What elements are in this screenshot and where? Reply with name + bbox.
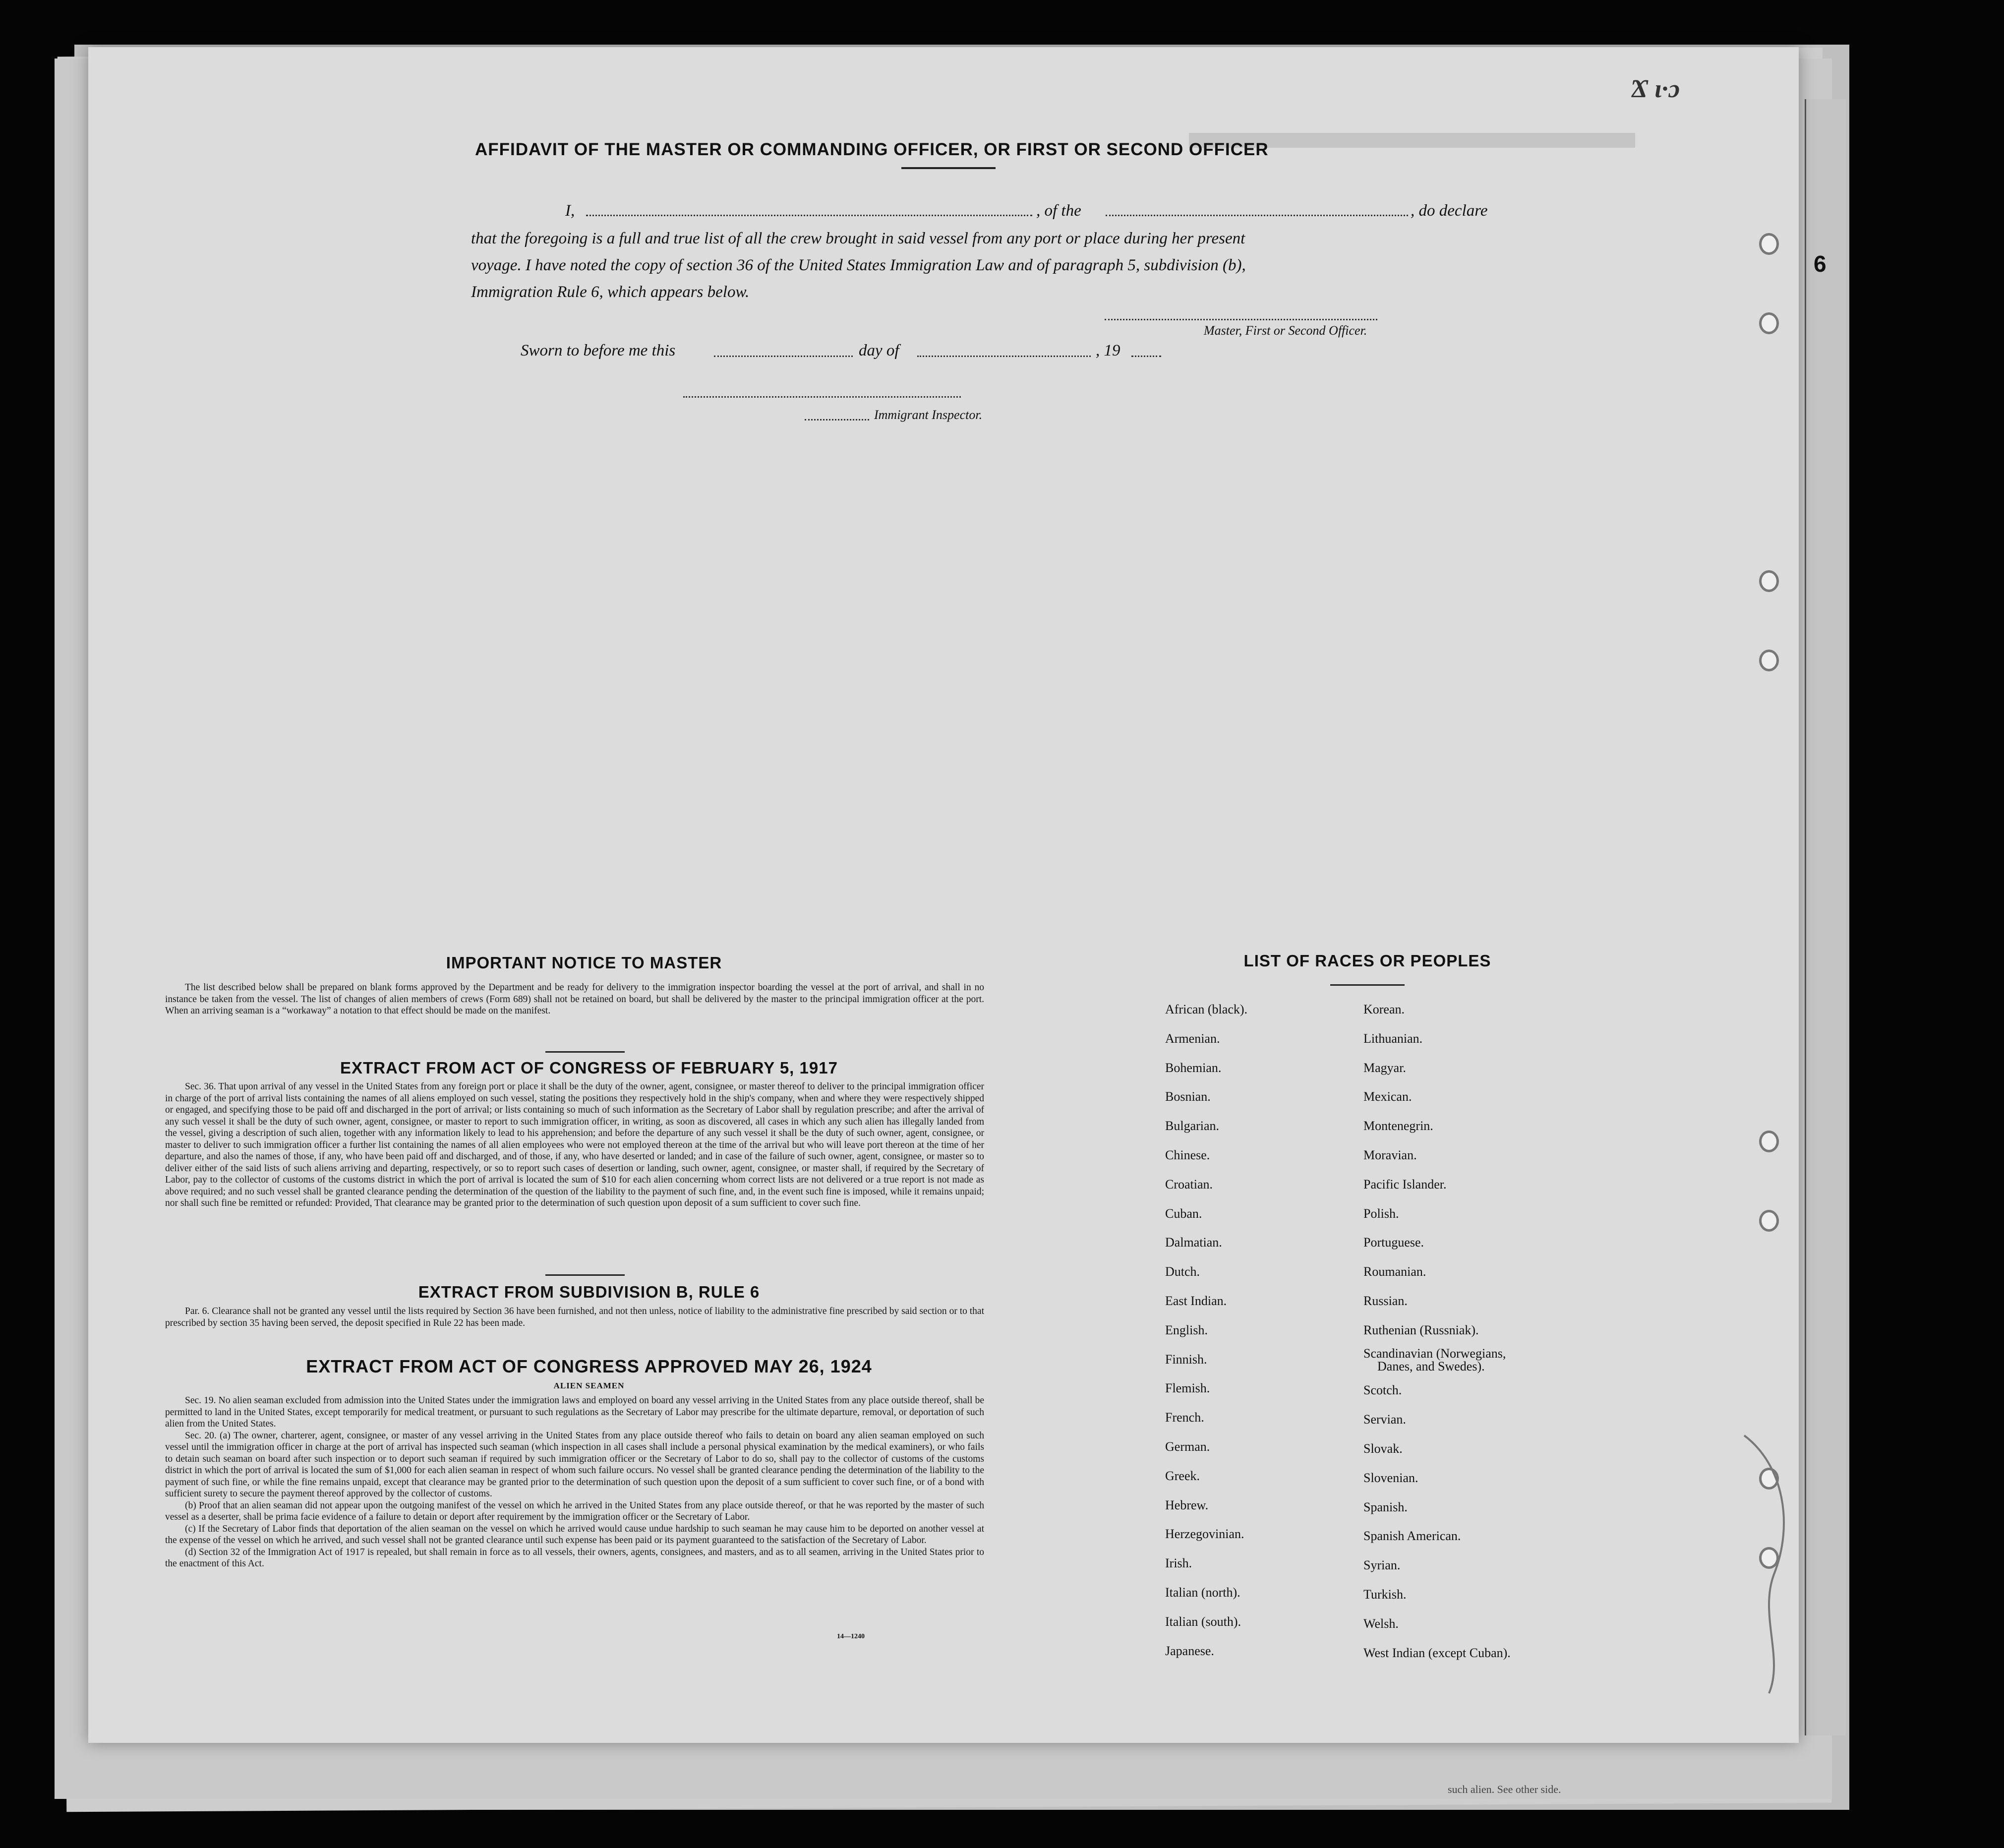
race-item: Scotch.: [1363, 1383, 1402, 1398]
sworn-month-blank: [917, 356, 1091, 357]
race-item: East Indian.: [1165, 1293, 1227, 1308]
race-item: Greek.: [1165, 1468, 1200, 1483]
race-item: Japanese.: [1165, 1643, 1214, 1658]
race-item: Bosnian.: [1165, 1089, 1211, 1104]
race-item: Irish.: [1165, 1556, 1192, 1571]
punch-hole: [1759, 1131, 1779, 1152]
race-item: Magyar.: [1363, 1060, 1406, 1075]
race-item: Roumanian.: [1363, 1264, 1426, 1279]
race-item: Italian (south).: [1165, 1614, 1241, 1629]
race-item: African (black).: [1165, 1002, 1248, 1016]
title-rule: [901, 167, 996, 169]
race-item: Syrian.: [1363, 1558, 1401, 1573]
pencil-mark: [1739, 1426, 1799, 1703]
sworn-year: , 19: [1096, 342, 1120, 359]
race-item: Dalmatian.: [1165, 1235, 1222, 1250]
race-item: Spanish American.: [1363, 1529, 1461, 1544]
affidavit-line2: that the foregoing is a full and true list of all the crew brought in said vessel from any port or place during her present: [471, 230, 1245, 247]
extract-rule6-title: EXTRACT FROM SUBDIVISION B, RULE 6: [418, 1283, 760, 1301]
signature-blank: [1105, 319, 1377, 320]
extract-1917-text: [165, 1081, 984, 1209]
races-title: LIST OF RACES OR PEOPLES: [1243, 952, 1491, 970]
punch-hole: [1759, 1210, 1779, 1232]
punch-hole: [1759, 650, 1779, 671]
race-item-scandinavian-cont: Danes, and Swedes).: [1377, 1359, 1485, 1373]
races-column-1: [1165, 995, 1247, 1666]
race-item: Turkish.: [1363, 1587, 1407, 1602]
affidavit-of-the: , of the: [1036, 202, 1081, 220]
race-item: Italian (north).: [1165, 1585, 1240, 1600]
race-item: Portuguese.: [1363, 1235, 1424, 1250]
race-item: Flemish.: [1165, 1381, 1210, 1396]
race-item: Cuban.: [1165, 1206, 1202, 1221]
races-title-rule: [1330, 984, 1405, 986]
sec-20a-paragraph: Sec. 20. (a) The owner, charterer, agent, consignee, or master of any vessel arriving in the United States from any place outside thereof who fails to detain on board any alien seaman employed on such vessel until the immigration officer in charge at the port of arrival has inspected such seaman (which inspection in all cases shall include a personal physical examination by the medical examiners), or who fails to detain such seaman on board after such inspection or to deport such seaman if required by such immigration officer or the Secretary of Labor to do so, shall pay to the collector of customs of the customs district in which the port of arrival is located the sum of $1,000 for each alien seaman in respect of whom such failure occurs. No vessel shall be granted clearance pending the determination of the liability to the payment of such fine, or while the fine remains unpaid, except that clearance may be granted prior to the determination of such question upon the deposit of a sum sufficient to cover such fine, or of a bond with sufficient surety to secure the payment thereof approved by the collector of customs.: [165, 1430, 984, 1499]
sworn-prefix: Sworn to before me this: [521, 342, 676, 359]
alien-seamen-subtitle: ALIEN SEAMEN: [553, 1381, 625, 1390]
par-6-paragraph: Par. 6. Clearance shall not be granted any vessel until the lists required by Section 36 have been furnished, and not then unless, notice of liability to the administrative fine prescribed by said section or to that prescribed by section 35 having been served, the deposit specified in Rule 22 has been made.: [165, 1306, 984, 1328]
extract-1924-title: EXTRACT FROM ACT OF CONGRESS APPROVED MAY 26, 1924: [306, 1356, 872, 1376]
right-edge-digit: 6: [1814, 251, 1827, 277]
race-item: English.: [1165, 1322, 1208, 1337]
under-sheet-text: such alien. See other side.: [1448, 1783, 1561, 1795]
affidavit-line3: voyage. I have noted the copy of section 36 of the United States Immigration Law and of paragraph 5, subdivision (b),: [471, 256, 1246, 274]
race-item: Herzegovinian.: [1165, 1527, 1244, 1542]
race-item: [1363, 1345, 1511, 1376]
affidavit-page: [88, 47, 1799, 1743]
sec-19-paragraph: Sec. 19. No alien seaman excluded from admission into the United States under the immigration laws and employed on board any vessel arriving in the United States from any place outside thereof, shall be permitted to land in the United States, except temporarily for medical treatment, or pursuant to such regulations as the Secretary of Labor may prescribe for the ultimate departure, removal, or deportation of such alien from the United States.: [165, 1395, 984, 1429]
race-item: Hebrew.: [1165, 1497, 1209, 1512]
affidavit-i: I,: [565, 202, 575, 220]
inspector-label: Immigrant Inspector.: [874, 408, 983, 422]
sec-20c-paragraph: (c) If the Secretary of Labor finds that deportation of the alien seaman on the vessel on which he arrived would cause undue hardship to such seaman he may cause him to be deported on another vessel at the expense of the vessel on which he arrived, and such vessel shall not be granted clearance until such expense has been paid or its payment guaranteed to the satisfaction of the Secretary of Labor.: [165, 1523, 984, 1546]
race-item: Chinese.: [1165, 1147, 1210, 1162]
race-item: Servian.: [1363, 1412, 1406, 1427]
extract-1924-text: [165, 1395, 984, 1570]
sec-20b-paragraph: (b) Proof that an alien seaman did not appear upon the outgoing manifest of the vessel on which he arrived in the United States from any place outside thereof, or that he was reported by the master of such vessel as a deserter, shall be prima facie evidence of a failure to detain or deport after requirement by the immigration officer or the Secretary of Labor.: [165, 1500, 984, 1522]
race-item: Russian.: [1363, 1293, 1408, 1308]
handwritten-mark: Ϫ ι·ɔ: [1630, 75, 1680, 103]
sworn-year-blank: [1131, 356, 1161, 357]
race-item: Dutch.: [1165, 1264, 1200, 1279]
race-item: Polish.: [1363, 1206, 1399, 1221]
race-item: Pacific Islander.: [1363, 1177, 1447, 1192]
race-item: Welsh.: [1363, 1616, 1399, 1631]
race-item: Korean.: [1363, 1002, 1405, 1016]
inspector-blank-short: [805, 419, 869, 420]
race-item: Lithuanian.: [1363, 1031, 1423, 1046]
race-item-scandinavian: Scandinavian (Norwegians,: [1363, 1346, 1506, 1361]
race-item: French.: [1165, 1410, 1204, 1425]
notice-paragraph: The list described below shall be prepared on blank forms approved by the Department and be ready for delivery to the immigration inspector boarding the vessel at the port of arrival, and shall in no instance be taken from the vessel. The list of changes of alien members of crews (Form 689) shall not be retained on board, but shall be delivered by the master to the principal immigration officer at the port. When an arriving seaman is a “workaway” a notation to that effect should be made on the manifest.: [165, 982, 984, 1016]
race-item: Ruthenian (Russniak).: [1363, 1322, 1479, 1337]
race-item: Bulgarian.: [1165, 1119, 1220, 1133]
notice-title: IMPORTANT NOTICE TO MASTER: [446, 954, 722, 972]
affidavit-do-declare: , do declare: [1411, 202, 1488, 220]
name-blank: [586, 215, 1032, 216]
race-item: West Indian (except Cuban).: [1363, 1645, 1511, 1660]
affidavit-line1: [565, 197, 1557, 225]
extract-1917-title: EXTRACT FROM ACT OF CONGRESS OF FEBRUARY 5, 1917: [340, 1059, 838, 1077]
section-rule: [545, 1051, 625, 1053]
race-item: Slovenian.: [1363, 1470, 1418, 1485]
race-item: Montenegrin.: [1363, 1119, 1433, 1133]
punch-hole: [1759, 312, 1779, 334]
extract-rule6-text: [165, 1306, 984, 1329]
sworn-date-blank: [714, 356, 853, 357]
underlying-sheet-edge: [1805, 99, 1846, 1735]
race-item: Mexican.: [1363, 1089, 1412, 1104]
sworn-day-of: day of: [859, 342, 899, 359]
notice-text: [165, 982, 984, 1017]
vessel-blank: [1106, 215, 1408, 216]
punch-hole: [1759, 570, 1779, 592]
race-item: Croatian.: [1165, 1177, 1213, 1192]
race-item: Finnish.: [1165, 1352, 1207, 1367]
race-item: Spanish.: [1363, 1499, 1408, 1514]
sec-20d-paragraph: (d) Section 32 of the Immigration Act of 1917 is repealed, but shall remain in force as to all vessels, their owners, agents, consignees, and masters, and as to all seamen, arriving in the United States prior to the enactment of this Act.: [165, 1547, 984, 1569]
affidavit-line4: Immigration Rule 6, which appears below.: [471, 283, 750, 301]
signature-label: Master, First or Second Officer.: [1204, 323, 1367, 338]
race-item: Armenian.: [1165, 1031, 1220, 1046]
affidavit-title: AFFIDAVIT OF THE MASTER OR COMMANDING OFFICER, OR FIRST OR SECOND OFFICER: [475, 140, 1269, 159]
race-item: Slovak.: [1363, 1441, 1403, 1456]
form-number: 14—1240: [837, 1633, 865, 1640]
race-item: Moravian.: [1363, 1147, 1417, 1162]
races-column-2: [1363, 995, 1511, 1668]
race-item: Bohemian.: [1165, 1060, 1222, 1075]
sec-36-paragraph: Sec. 36. That upon arrival of any vessel in the United States from any foreign port or place it shall be the duty of the owner, agent, consignee, or master thereof to deliver to the principal immigration officer in charge of the port of arrival lists containing the names of all aliens employed on such vessel, stating the positions they respectively hold in the ship's company, when and where they were respectively shipped or engaged, and specifying those to be paid off and discharged in the port of arrival; or lists containing so much of such information as the Secretary of Labor shall by regulation prescribe; and after the arrival of any such vessel it shall be the duty of such owner, agent, consignee, or master to report to such immigration officer, in writing, as soon as discovered, all cases in which any such alien has illegally landed from the vessel, giving a description of such alien, together with any information likely to lead to his apprehension; and before the departure of any such vessel it shall be the duty of such owner, agent, consignee, or master to deliver to such immigration officer a further list containing the names of all alien employees who were not employed thereon at the time of the arrival but who will leave port thereon at the time of her departure, and also the names of those, if any, who have been paid off and discharged, and of those, if any, who have deserted or landed; and in case of the failure of such owner, agent, consignee, or master so to deliver either of the said lists of such aliens arriving and departing, respectively, or so to report such cases of desertion or landing, such owner, agent, consignee, or master shall, if required by the Secretary of Labor, pay to the collector of customs of the customs district in which the port of arrival is located the sum of $10 for each alien concerning whom correct lists are not delivered or a true report is not made as above required; and no such vessel shall be granted clearance pending the determination of the question of the liability to the payment of such fine, and, in the event such fine is imposed, while it remains unpaid; nor shall such fine be remitted or refunded: Provided, That clearance may be granted prior to the determination of such question upon deposit of a sum sufficient to cover such fine.: [165, 1081, 984, 1208]
sworn-line: [521, 337, 1264, 364]
section-rule: [545, 1274, 625, 1276]
race-item: German.: [1165, 1439, 1210, 1454]
inspector-blank: [683, 396, 961, 398]
punch-hole: [1759, 233, 1779, 255]
